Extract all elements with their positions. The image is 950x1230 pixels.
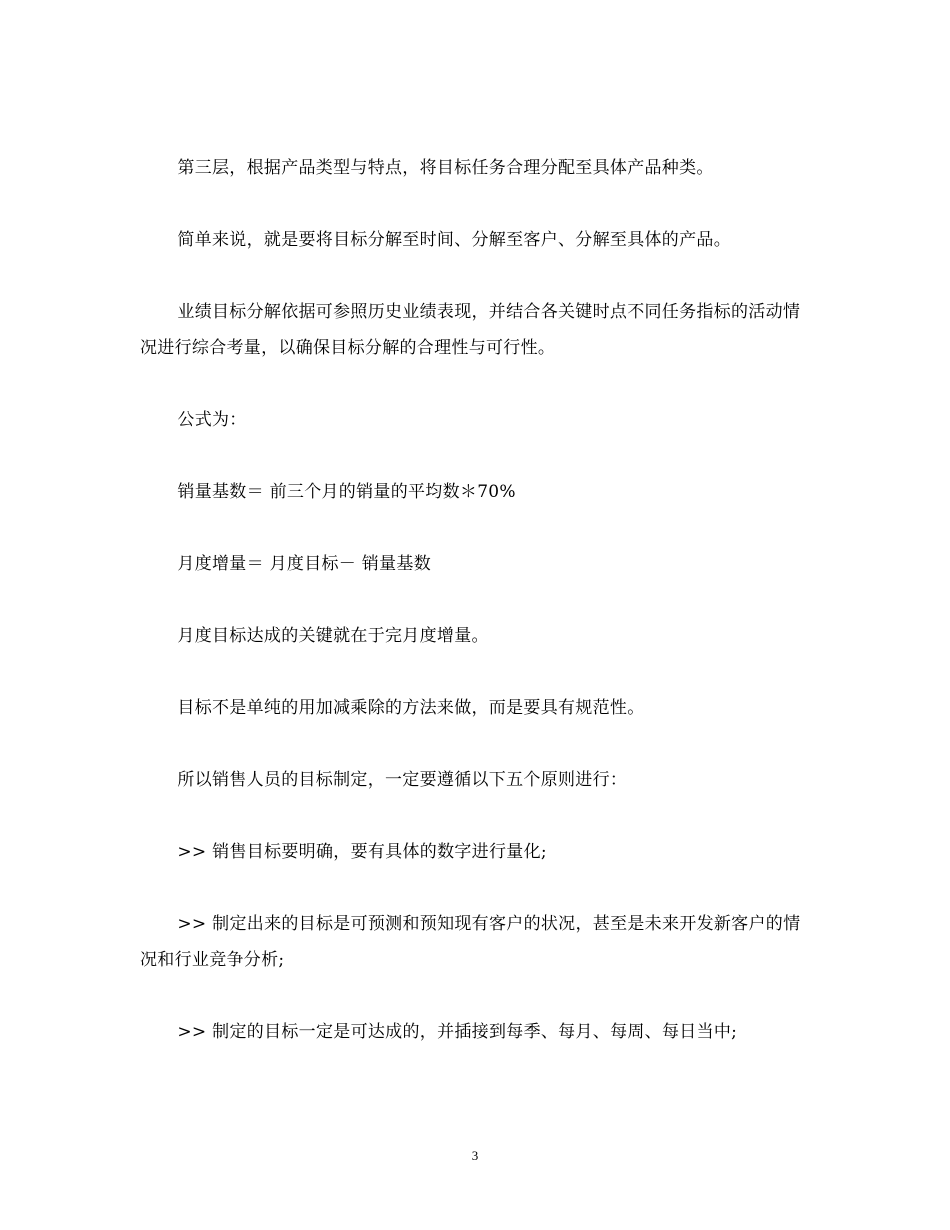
paragraph-summary: 简单来说，就是要将目标分解至时间、分解至客户、分解至具体的产品。 [177, 230, 731, 250]
paragraph-normative: 目标不是单纯的用加减乘除的方法来做，而是要具有规范性。 [177, 698, 645, 718]
paragraph-decomposition-basis: 业绩目标分解依据可参照历史业绩表现，并结合各关键时点不同任务指标的活动情况进行综合考量，以确保目标分解的合理性与可行性。 [140, 302, 801, 358]
principle-item-2: >> 制定出来的目标是可预测和预知现有客户的状况，甚至是未来开发新客户的情况和行业竞争分析; [140, 914, 801, 970]
paragraph-formula-base: 销量基数＝ 前三个月的销量的平均数＊70% [177, 482, 516, 502]
document-body [140, 150, 810, 1086]
page-number: 3 [471, 1148, 479, 1163]
principle-item-1: >> 销售目标要明确，要有具体的数字进行量化; [177, 842, 547, 862]
paragraph-key-point: 月度目标达成的关键就在于完月度增量。 [177, 626, 489, 646]
paragraph-layer-three: 第三层，根据产品类型与特点，将目标任务合理分配至具体产品种类。 [177, 158, 714, 178]
paragraph-principles-intro: 所以销售人员的目标制定，一定要遵循以下五个原则进行： [177, 770, 628, 790]
principle-item-3: >> 制定的目标一定是可达成的，并插接到每季、每月、每周、每日当中; [177, 1022, 738, 1042]
paragraph-formula-increment: 月度增量＝ 月度目标－ 销量基数 [177, 554, 431, 574]
paragraph-formula-intro: 公式为： [177, 410, 247, 430]
